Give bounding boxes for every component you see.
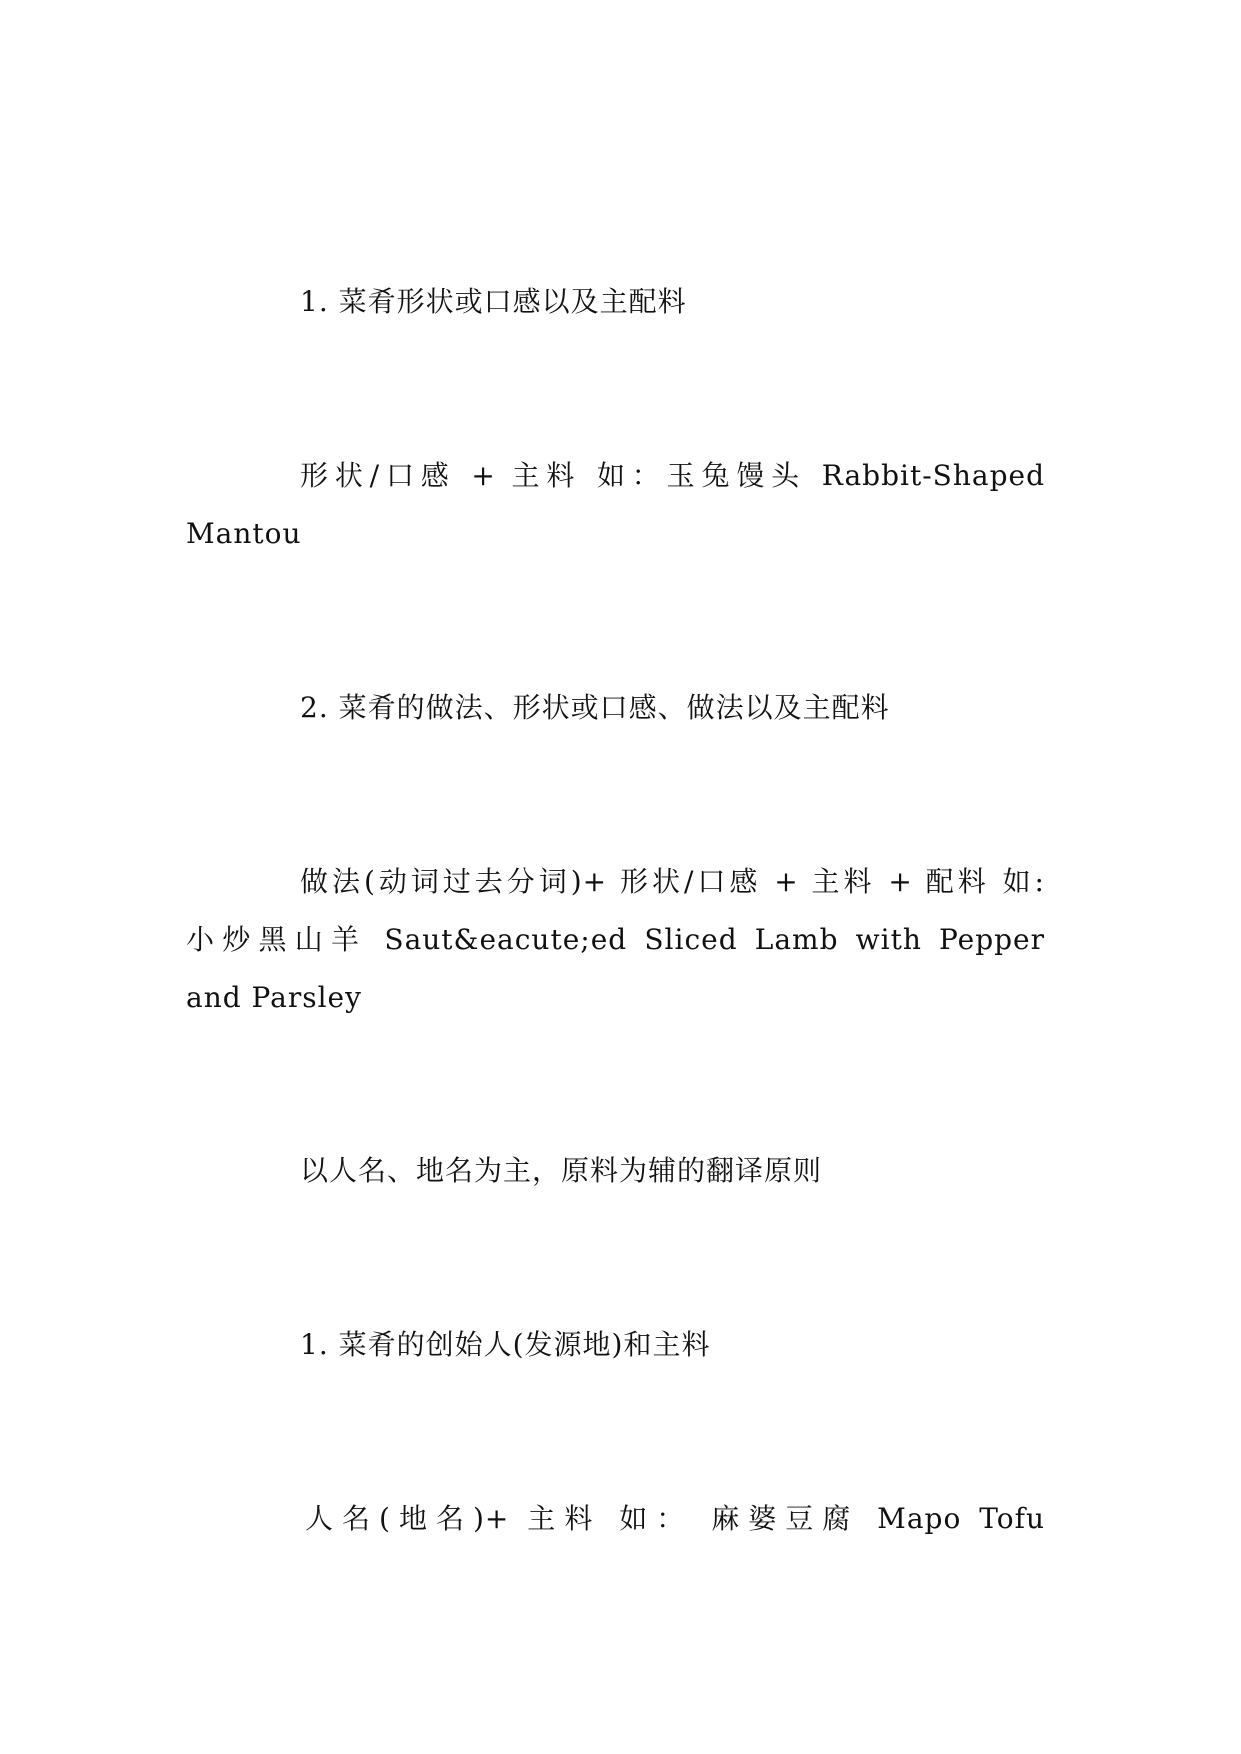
rule-name-place-main-ingredient: 人名(地名)+ 主料 如： 麻婆豆腐 Mapo Tofu: [305, 1502, 1045, 1535]
rule-method-shape-main-ingredient: 做法(动词过去分词)+ 形状/口感 + 主料 + 配料 如:: [300, 865, 1045, 898]
example-sauteed-lamb-continued: and Parsley: [186, 981, 362, 1014]
section-title-name-place-principle: 以人名、地名为主，原料为辅的翻译原则: [300, 1154, 823, 1187]
rule-shape-taste-main-ingredient: 形状/口感 + 主料 如：玉兔馒头 Rabbit-Shaped: [300, 459, 1045, 492]
example-rabbit-shaped-mantou-continued: Mantou: [186, 517, 302, 550]
heading-method-shape-ingredients: 2. 菜肴的做法、形状或口感、做法以及主配料: [300, 691, 890, 724]
heading-founder-origin-ingredient: 1. 菜肴的创始人(发源地)和主料: [300, 1328, 711, 1361]
heading-shape-taste-ingredients: 1. 菜肴形状或口感以及主配料: [300, 285, 687, 318]
example-sauteed-lamb: 小炒黑山羊 Saut&eacute;ed Sliced Lamb with Pepper: [186, 923, 1045, 956]
